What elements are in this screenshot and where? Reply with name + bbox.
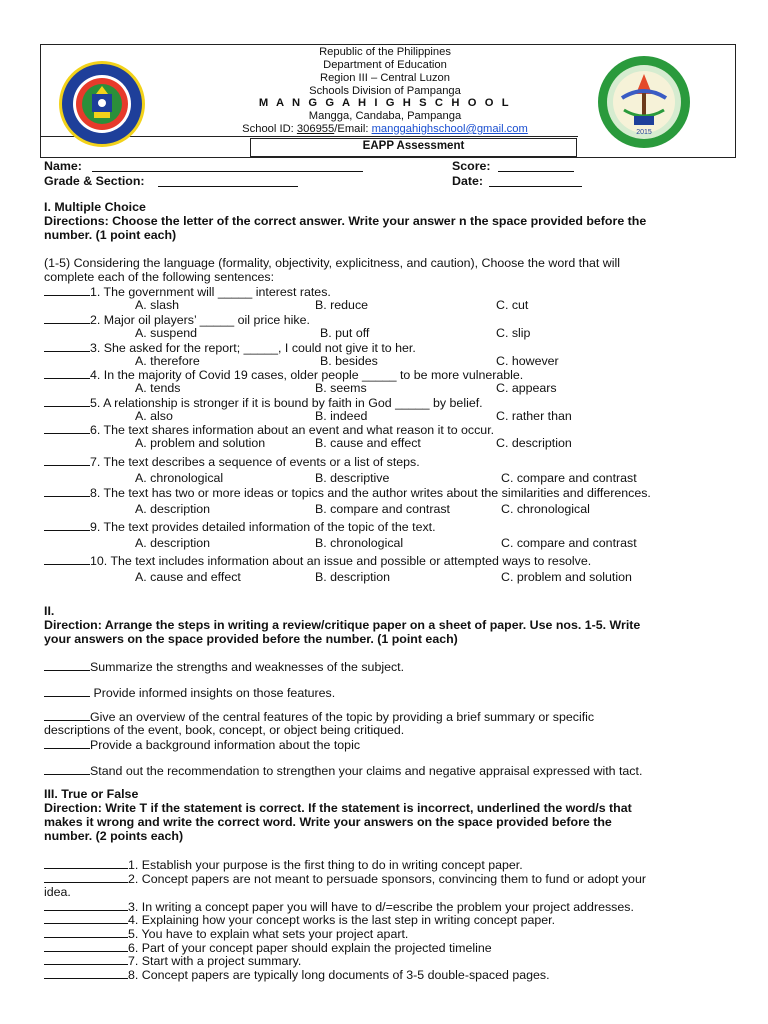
answer-blank[interactable] bbox=[44, 422, 90, 434]
answer-blank[interactable] bbox=[44, 912, 128, 924]
header-line-division: Schools Division of Pampanga bbox=[309, 85, 461, 97]
table-row bbox=[44, 312, 310, 327]
list-item: Give an overview of the central features of the topic by providing a brief summary or specific bbox=[44, 709, 594, 724]
part2-heading: II. bbox=[44, 604, 55, 618]
list-item: 2. Concept papers are not meant to persuade sponsors, convincing them to fund or adopt your bbox=[44, 871, 646, 886]
table-row bbox=[44, 454, 420, 469]
school-id-line bbox=[150, 123, 620, 136]
list-item: 4. Explaining how your concept works is the last step in writing concept paper. bbox=[44, 912, 555, 927]
email-link[interactable]: manggahighschool@gmail.com bbox=[371, 123, 528, 135]
answer-blank[interactable] bbox=[44, 553, 90, 565]
question-text: 7. The text describes a sequence of events or a list of steps. bbox=[90, 455, 420, 469]
table-row bbox=[44, 395, 483, 410]
answer-blank[interactable] bbox=[44, 284, 90, 296]
choice-option-b: B. description bbox=[315, 570, 391, 584]
question-text: 2. Major oil players’ _____ oil price hike. bbox=[90, 313, 310, 327]
answer-blank[interactable] bbox=[44, 659, 90, 671]
answer-blank[interactable] bbox=[44, 709, 90, 721]
answer-blank[interactable] bbox=[44, 871, 128, 883]
header-line-region: Region III – Central Luzon bbox=[320, 72, 450, 84]
choice-option-a: A. tends bbox=[135, 381, 181, 395]
answer-blank[interactable] bbox=[44, 899, 128, 911]
table-row bbox=[44, 422, 494, 437]
choice-option-b: B. cause and effect bbox=[315, 436, 421, 450]
choice-option-a: A. chronological bbox=[135, 471, 224, 485]
part3-heading: III. True or False bbox=[44, 787, 139, 801]
part2-directions-2: your answers on the space provided before the number. (1 point each) bbox=[44, 632, 458, 646]
question-text: 6. The text shares information about an event and what reason it to occur. bbox=[90, 423, 495, 437]
part3-directions-3: number. (2 points each) bbox=[44, 829, 184, 843]
header-line-deped: Department of Education bbox=[323, 59, 447, 71]
question-text: 3. She asked for the report; _____, I could not give it to her. bbox=[90, 341, 416, 355]
question-text: 8. The text has two or more ideas or topics and the author writes about the similarities and differences. bbox=[90, 486, 651, 500]
answer-blank[interactable] bbox=[44, 454, 90, 466]
list-item: Summarize the strengths and weaknesses of the subject. bbox=[44, 659, 404, 674]
list-item: 7. Start with a project summary. bbox=[44, 953, 301, 968]
school-address: Mangga, Candaba, Pampanga bbox=[308, 110, 462, 122]
choice-option-b: B. besides bbox=[320, 354, 378, 368]
header-bottom-border bbox=[40, 157, 736, 158]
answer-blank[interactable] bbox=[44, 926, 128, 938]
deped-seal-icon bbox=[58, 60, 146, 148]
assessment-title: EAPP Assessment bbox=[362, 140, 465, 152]
choice-option-b: B. compare and contrast bbox=[315, 502, 450, 516]
choice-option-a: A. problem and solution bbox=[135, 436, 266, 450]
choice-option-c: C. slip bbox=[496, 326, 531, 340]
name-label: Name: bbox=[44, 159, 82, 173]
part1-intro: (1-5) Considering the language (formality, objectivity, explicitness, and caution), Choose the word that will bbox=[44, 256, 620, 270]
score-field[interactable] bbox=[498, 160, 574, 172]
choice-option-a: A. description bbox=[135, 536, 211, 550]
choice-option-a: A. also bbox=[135, 409, 173, 423]
choice-option-b: B. seems bbox=[315, 381, 367, 395]
choice-option-b: B. indeed bbox=[315, 409, 368, 423]
list-item: 1. Establish your purpose is the first thing to do in writing concept paper. bbox=[44, 857, 523, 872]
question-text: 1. The government will _____ interest rates. bbox=[90, 285, 331, 299]
choice-option-c: C. chronological bbox=[501, 502, 590, 516]
answer-blank[interactable] bbox=[44, 763, 90, 775]
choice-option-c: C. compare and contrast bbox=[501, 536, 637, 550]
choice-option-b: B. put off bbox=[320, 326, 370, 340]
choice-option-c: C. problem and solution bbox=[501, 570, 632, 584]
list-item-continuation: descriptions of the event, book, concept, or object being critiqued. bbox=[44, 723, 405, 737]
list-item: Stand out the recommendation to strengthen your claims and negative appraisal expressed with tact. bbox=[44, 763, 642, 778]
choice-option-a: A. suspend bbox=[135, 326, 197, 340]
choice-option-c: C. rather than bbox=[496, 409, 572, 423]
choice-option-a: A. slash bbox=[135, 298, 180, 312]
part1-heading: I. Multiple Choice bbox=[44, 200, 146, 214]
school-name: M A N G G A H I G H S C H O O L bbox=[258, 97, 512, 109]
choice-option-c: C. however bbox=[496, 354, 559, 368]
grade-section-label: Grade & Section: bbox=[44, 174, 145, 188]
date-field[interactable] bbox=[489, 175, 582, 187]
part1-intro-2: complete each of the following sentences: bbox=[44, 270, 275, 284]
part1-directions: Directions: Choose the letter of the correct answer. Write your answer n the space provided before the bbox=[44, 214, 647, 228]
list-item: Provide a background information about the topic bbox=[44, 737, 360, 752]
choice-option-b: B. reduce bbox=[315, 298, 369, 312]
table-row bbox=[44, 340, 416, 355]
question-text: 9. The text provides detailed information of the topic of the text. bbox=[90, 520, 436, 534]
part3-directions: Direction: Write T if the statement is correct. If the statement is incorrect, underlined the word/s that bbox=[44, 801, 632, 815]
answer-blank[interactable] bbox=[44, 685, 90, 697]
table-row bbox=[44, 284, 331, 299]
list-item: 5. You have to explain what sets your project apart. bbox=[44, 926, 408, 941]
answer-blank[interactable] bbox=[44, 940, 128, 952]
table-row bbox=[44, 553, 591, 568]
choice-option-a: A. cause and effect bbox=[135, 570, 241, 584]
choice-option-c: C. compare and contrast bbox=[501, 471, 637, 485]
list-item: 3. In writing a concept paper you will have to d/=escribe the problem your project addresses. bbox=[44, 899, 634, 914]
table-row bbox=[44, 519, 436, 534]
part1-directions-2: number. (1 point each) bbox=[44, 228, 177, 242]
choice-option-c: C. cut bbox=[496, 298, 529, 312]
svg-text:2015: 2015 bbox=[636, 129, 652, 136]
answer-blank[interactable] bbox=[44, 485, 90, 497]
answer-blank[interactable] bbox=[44, 953, 128, 965]
answer-blank[interactable] bbox=[44, 367, 90, 379]
choice-option-a: A. description bbox=[135, 502, 211, 516]
choice-option-b: B. descriptive bbox=[315, 471, 390, 485]
table-row bbox=[44, 367, 523, 382]
choice-option-a: A. therefore bbox=[135, 354, 200, 368]
question-text: 10. The text includes information about an issue and possible or attempted ways to resolve. bbox=[90, 554, 592, 568]
answer-blank[interactable] bbox=[44, 340, 90, 352]
part2-directions: Direction: Arrange the steps in writing a review/critique paper on a sheet of paper. Use nos. 1-5. Write bbox=[44, 618, 641, 632]
choice-option-b: B. chronological bbox=[315, 536, 404, 550]
answer-blank[interactable] bbox=[44, 519, 90, 531]
question-text: 4. In the majority of Covid 19 cases, older people _____ to be more vulnerable. bbox=[90, 368, 524, 382]
school-id: 306955 bbox=[296, 123, 335, 135]
school-id-label: School ID: bbox=[242, 123, 297, 135]
answer-blank[interactable] bbox=[44, 312, 90, 324]
list-item-continuation: idea. bbox=[44, 885, 71, 899]
email-label: /Email: bbox=[334, 123, 372, 135]
answer-blank[interactable] bbox=[44, 967, 128, 979]
list-item: 6. Part of your concept paper should explain the projected timeline bbox=[44, 940, 492, 955]
grade-section-field[interactable] bbox=[158, 175, 298, 187]
table-row bbox=[44, 485, 651, 500]
question-text: 5. A relationship is stronger if it is bound by faith in God _____ by belief. bbox=[90, 396, 483, 410]
choice-option-c: C. appears bbox=[496, 381, 557, 395]
score-label: Score: bbox=[452, 159, 491, 173]
name-field[interactable] bbox=[92, 160, 363, 172]
answer-blank[interactable] bbox=[44, 857, 128, 869]
choice-option-c: C. description bbox=[496, 436, 572, 450]
answer-blank[interactable] bbox=[44, 395, 90, 407]
list-item: 8. Concept papers are typically long documents of 3-5 double-spaced pages. bbox=[44, 967, 550, 982]
answer-blank[interactable] bbox=[44, 737, 90, 749]
list-item: Provide informed insights on those features. bbox=[44, 685, 335, 700]
part3-directions-2: makes it wrong and write the correct word. Write your answers on the space provided before the bbox=[44, 815, 612, 829]
date-label: Date: bbox=[452, 174, 483, 188]
header-line-republic: Republic of the Philippines bbox=[319, 46, 451, 58]
